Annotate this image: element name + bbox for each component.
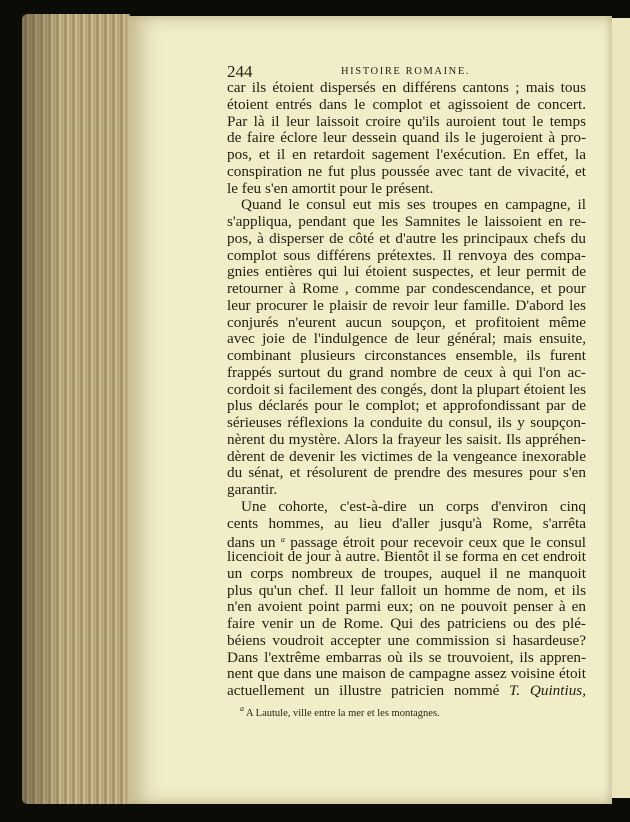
footnote-text: A Lautule, ville entre la mer et les montagnes.: [246, 708, 440, 719]
text-line: s'appliqua, pendant que les Samnites le laissoient en re-: [227, 213, 586, 230]
text-line: nent que dans une maison de campagne assez voisine étoit: [227, 665, 586, 683]
body-text: [227, 80, 586, 700]
text-line: garantir.: [227, 481, 278, 498]
text-line: retourner à Rome , comme par condescendance, et pour: [227, 280, 586, 297]
text-line: Par là il leur laissoit croire qu'ils auroient tout le temps: [227, 112, 586, 130]
text-line: nèrent du mystère. Alors la frayeur les saisit. Ils appréhen-: [227, 430, 586, 448]
footnote-ref: a: [280, 535, 285, 545]
edge-shadow: [22, 14, 62, 804]
text-line: [227, 532, 587, 552]
text-line: pos, et il en retardoit sagement l'exécution. En effet, la: [227, 146, 586, 163]
text-line: plus qu'un chef. Il leur falloit un homme de nom, et ils: [227, 581, 586, 599]
text-line: le feu s'en amortit pour le présent.: [227, 179, 434, 197]
text-line: conspiration ne fut plus poussée avec tant de vivacité, et: [227, 162, 586, 180]
text-line: Dans l'extrême embarras où ils se trouvoient, ils appren-: [227, 648, 586, 666]
text-line: faire venir un de Rome. Qui des patriciens ou des plé-: [227, 615, 586, 632]
footnote-mark: a: [240, 704, 244, 713]
text-line: un corps nombreux de troupes, auquel il ne manquoit: [227, 564, 586, 582]
text-line: [227, 683, 586, 700]
text-line: pos, à disperser de côté et d'autre les principaux chefs du: [227, 229, 586, 247]
text-line: complot sous différens prétextes. Il renvoya des compa-: [227, 246, 586, 264]
text-line: gnies entières qui lui étoient suspectes, et leur permit de: [227, 263, 586, 281]
text-line: licencioit de jour à autre. Bientôt il se forma en cet endroit: [227, 548, 586, 565]
text-line: du sénat, et résolurent de prendre des mesures pour s'en: [227, 464, 586, 482]
text-segment: dans un $^a$ passage étroit pour recevoir ceux que le consul: [227, 534, 587, 552]
text-line: leur procurer le plaisir de revoir leur famille. D'abord les: [227, 296, 586, 314]
text-line: n'en avoient point parmi eux; on ne pouvoit penser à en: [227, 598, 586, 616]
person-name: T. Quintius,: [509, 682, 586, 699]
text-segment: actuellement un illustre patricien nommé: [227, 682, 500, 699]
page-number: 244: [227, 62, 253, 81]
text-line: plus déclarés pour le complot; et approfondissant par de: [227, 397, 586, 415]
text-line: combinant plusieurs circonstances ensemble, ils furent: [227, 347, 586, 364]
text-line: car ils étoient dispersés en différens cantons ; mais tous: [227, 79, 586, 96]
running-title: HISTOIRE ROMAINE.: [341, 66, 471, 77]
text-line: cordoit si facilement des congés, dont la plupart étoient les: [227, 380, 586, 398]
text-line: de faire éclore leur dessein quand ils le jugeroient à pro-: [227, 129, 586, 147]
text-line: cents hommes, au lieu d'aller jusqu'à Rome, s'arrêta: [227, 514, 586, 532]
footnote: [240, 704, 440, 719]
text-line: sérieuses réflexions la conduite du consul, ils y soupçon-: [227, 414, 586, 431]
text-line: Quand le consul eut mis ses troupes en campagne, il: [241, 196, 586, 214]
text-line: avec joie de l'indulgence de leur général; mais ensuite,: [227, 330, 586, 348]
facing-page-edge: [612, 18, 630, 798]
text-line: dèrent de devenir les victimes de la vengeance inexorable: [227, 447, 586, 465]
text-line: étoient entrés dans le complot et agissoient de concert.: [227, 95, 586, 113]
text-line: frappés surtout du grand nombre de ceux à qui l'on ac-: [227, 363, 586, 381]
text-line: béiens voudroit accepter une commission si hasardeuse?: [227, 631, 586, 649]
text-line: conjurés n'eurent aucun soupçon, et profitoient même: [227, 313, 586, 331]
text-line: Une cohorte, c'est-à-dire un corps d'environ cinq: [241, 497, 586, 515]
